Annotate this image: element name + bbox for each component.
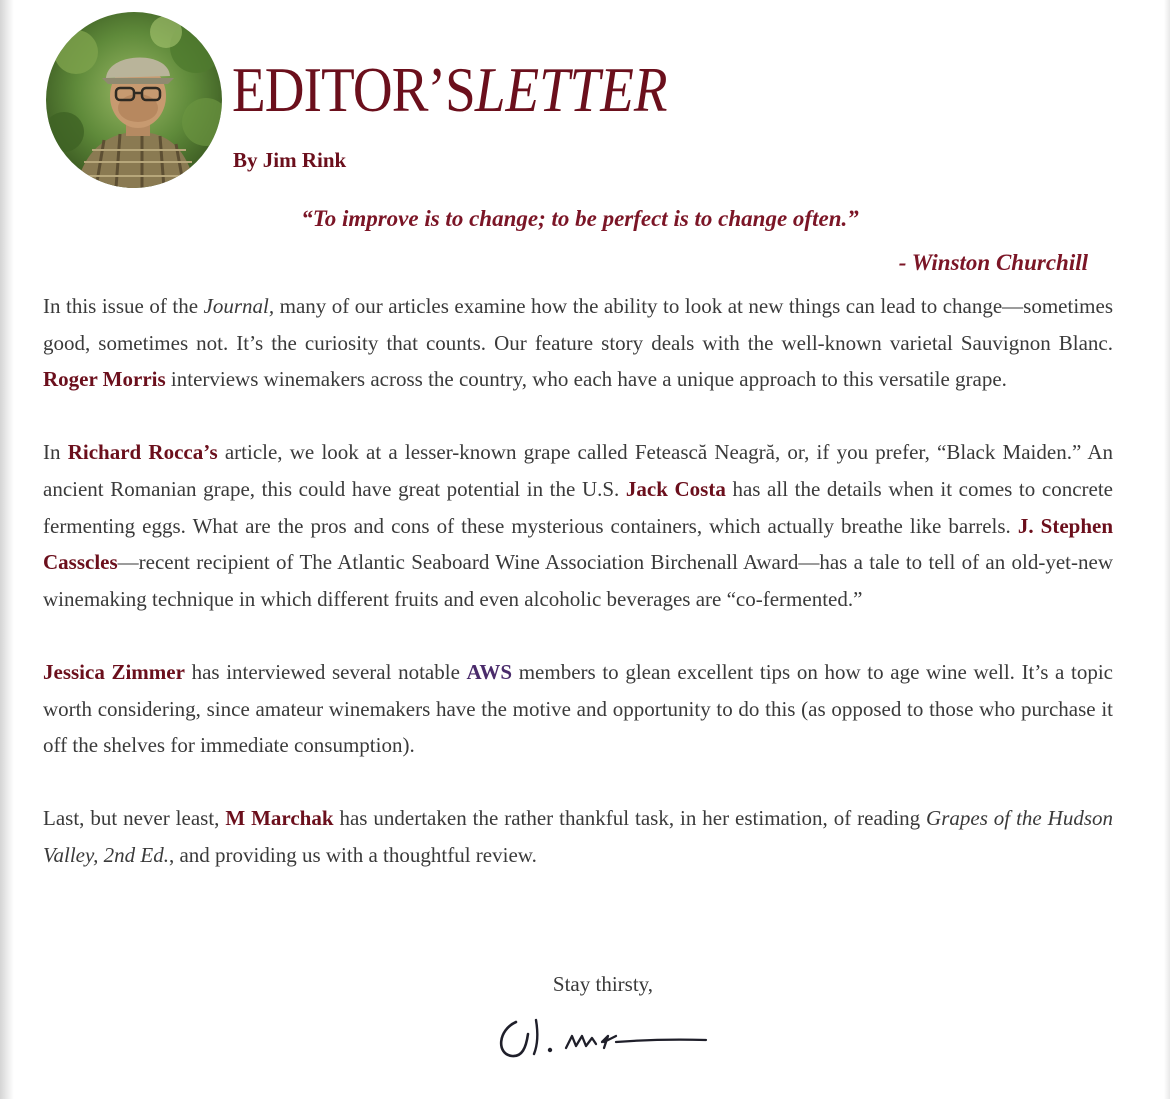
author-photo-icon — [46, 12, 222, 188]
epigraph-author: - Winston Churchill — [898, 250, 1088, 275]
paragraph-text: has undertaken the rather thankful task, in her estimation, of reading — [333, 806, 927, 831]
page-title — [232, 54, 668, 125]
page-gutter-shadow — [0, 0, 14, 1099]
organization-name-aws: AWS — [466, 659, 513, 684]
author-name-roger-morris: Roger Morris — [43, 367, 166, 392]
paragraph-text: has interviewed several notable — [184, 659, 467, 684]
journal-title: Journal, — [203, 294, 275, 318]
paragraph-4 — [43, 800, 1113, 873]
paragraph-text: In this issue of the — [43, 294, 204, 318]
book-title: Grapes of the Hudson Valley, 2nd Ed. — [43, 806, 1114, 867]
letter-body — [43, 288, 1113, 874]
paragraph-text: Last, but never least, — [43, 806, 226, 831]
author-name-jessica-zimmer: Jessica Zimmer — [43, 659, 185, 684]
author-name-richard-rocca: Richard Rocca’s — [67, 440, 218, 465]
title-editors: EDITOR’S — [232, 54, 475, 125]
paragraph-3 — [43, 654, 1113, 764]
page-edge-shadow — [1164, 0, 1170, 1099]
paragraph-text: article, we look at a lesser-known grape called Fetească Neagră, or, if you prefer, “Black Maiden.” An ancient Romanian grape, this could have great potential in the U.S. — [43, 440, 1113, 501]
paragraph-text: has all the details when it comes to concrete fermenting eggs. What are the pros and cons of these mysterious containers, which actually breathe like barrels. — [43, 476, 1113, 538]
paragraph-2 — [43, 434, 1113, 617]
signoff: Stay thirsty, — [552, 972, 654, 996]
paragraph-1 — [43, 288, 1113, 398]
title-letter: LETTER — [474, 54, 668, 125]
paragraph-text: —recent recipient of The Atlantic Seaboard Wine Association Birchenall Award—has a tale to tell of an old-yet-new winemaking technique in which different fruits and even alcoholic beverages are “co-fermented.” — [43, 550, 1113, 611]
author-name-jack-costa: Jack Costa — [625, 476, 726, 501]
byline: By Jim Rink — [233, 148, 347, 172]
paragraph-text: In — [43, 440, 68, 465]
paragraph-text: members to glean excellent tips on how to age wine well. It’s a topic worth considering, since amateur winemakers have the motive and opportunity to do this (as opposed to those who purchase it off the shelves for immediate consumption). — [43, 659, 1113, 758]
paragraph-text: interviews winemakers across the country, who each have a unique approach to this versatile grape. — [165, 367, 1007, 392]
paragraph-text: , and providing us with a thoughtful review. — [168, 842, 537, 867]
handwritten-signature-icon — [492, 1014, 712, 1068]
epigraph-quote: “To improve is to change; to be perfect is to change often.” — [301, 206, 859, 231]
author-name-j-stephen-casscles: J. Stephen Casscles — [43, 513, 1113, 575]
author-name-m-marchak: M Marchak — [225, 806, 334, 831]
paragraph-text: many of our articles examine how the ability to look at new things can lead to change—sometimes good, sometimes not. It’s the curiosity that counts. Our feature story deals with the well-known varietal Sauvignon Blanc. — [43, 294, 1114, 355]
